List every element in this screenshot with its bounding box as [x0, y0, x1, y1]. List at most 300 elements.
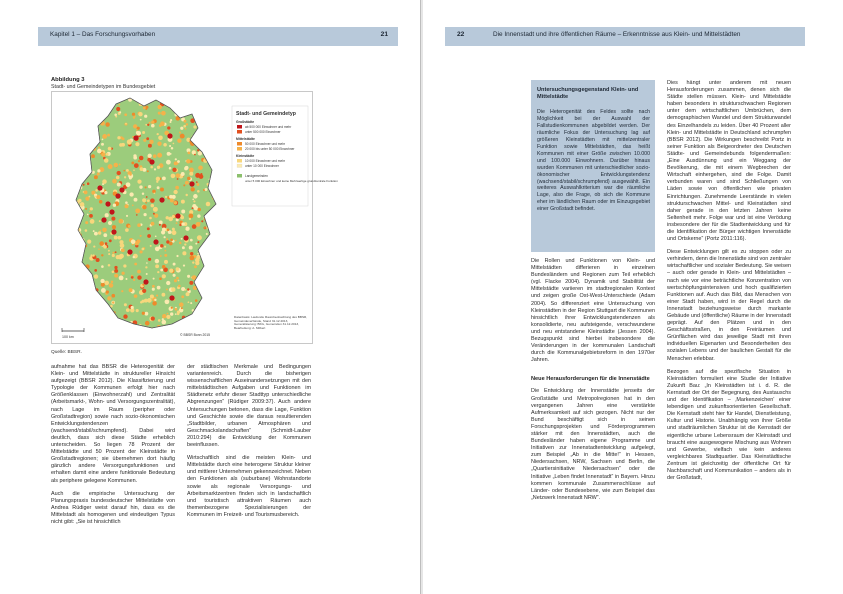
municipality-dot	[215, 113, 219, 117]
municipality-dot	[99, 241, 104, 246]
municipality-dot	[192, 224, 197, 229]
municipality-dot	[207, 309, 210, 312]
municipality-dot	[74, 229, 77, 232]
left-column-2	[187, 364, 311, 525]
municipality-dot	[199, 248, 204, 253]
municipality-dot	[205, 256, 210, 261]
municipality-dot	[176, 277, 179, 280]
municipality-dot	[72, 310, 74, 312]
municipality-dot	[216, 169, 220, 173]
municipality-dot	[92, 299, 94, 301]
municipality-dot	[147, 234, 151, 238]
municipality-dot	[86, 102, 91, 107]
municipality-dot	[142, 198, 146, 202]
municipality-dot	[208, 329, 210, 331]
municipality-dot	[143, 107, 146, 110]
municipality-dot	[175, 308, 178, 311]
city-dot	[183, 235, 188, 240]
municipality-dot	[147, 124, 149, 126]
municipality-dot	[206, 202, 211, 207]
municipality-dot	[186, 94, 191, 99]
municipality-dot	[142, 312, 145, 315]
municipality-dot	[162, 227, 166, 231]
municipality-dot	[207, 117, 211, 121]
municipality-dot	[85, 221, 88, 224]
municipality-dot	[193, 125, 196, 128]
municipality-dot	[72, 288, 77, 293]
municipality-dot	[109, 101, 113, 105]
municipality-dot	[175, 186, 179, 190]
municipality-dot	[150, 166, 153, 169]
municipality-dot	[105, 242, 108, 245]
municipality-dot	[104, 99, 106, 101]
municipality-dot	[155, 264, 159, 268]
municipality-dot	[213, 287, 215, 289]
municipality-dot	[182, 102, 184, 104]
municipality-dot	[136, 214, 138, 216]
municipality-dot	[136, 129, 138, 131]
legend-heading-grossstaedte: Großstädte	[236, 120, 255, 124]
municipality-dot	[146, 196, 148, 198]
municipality-dot	[216, 131, 219, 134]
municipality-dot	[206, 233, 208, 235]
municipality-dot	[93, 246, 95, 248]
municipality-dot	[85, 316, 89, 320]
municipality-dot	[175, 240, 177, 242]
municipality-dot	[95, 300, 100, 305]
municipality-dot	[190, 302, 192, 304]
municipality-dot	[164, 236, 166, 238]
municipality-dot	[205, 256, 208, 259]
info-box	[531, 80, 655, 252]
municipality-dot	[83, 184, 85, 186]
municipality-dot	[153, 207, 158, 212]
municipality-dot	[75, 291, 80, 296]
municipality-dot	[219, 295, 221, 297]
municipality-dot	[81, 141, 85, 145]
city-dot	[143, 279, 148, 284]
municipality-dot	[151, 222, 155, 226]
municipality-dot	[75, 135, 79, 139]
municipality-dot	[138, 100, 141, 103]
municipality-dot	[169, 269, 173, 273]
municipality-dot	[133, 169, 135, 171]
municipality-dot	[190, 252, 193, 255]
municipality-dot	[194, 323, 197, 326]
city-dot	[101, 217, 106, 222]
municipality-dot	[171, 147, 174, 150]
municipality-dot	[216, 197, 219, 200]
municipality-dot	[204, 257, 209, 262]
municipality-dot	[190, 239, 193, 242]
right-page-number: 22	[457, 31, 465, 38]
municipality-dot	[101, 323, 105, 327]
municipality-dot	[207, 108, 210, 111]
municipality-dot	[93, 230, 95, 232]
municipality-dot	[144, 115, 147, 118]
municipality-dot	[87, 182, 90, 185]
municipality-dot	[166, 288, 168, 290]
municipality-dot	[108, 264, 111, 267]
municipality-dot	[213, 126, 216, 129]
municipality-dot	[78, 273, 81, 276]
municipality-dot	[91, 122, 94, 125]
municipality-dot	[217, 135, 220, 138]
municipality-dot	[71, 218, 73, 220]
municipality-dot	[147, 199, 150, 202]
municipality-dot	[209, 139, 213, 143]
municipality-dot	[191, 187, 195, 191]
municipality-dot	[105, 320, 110, 325]
municipality-dot	[132, 204, 134, 206]
municipality-dot	[185, 181, 189, 185]
municipality-dot	[112, 179, 117, 184]
municipality-dot	[173, 95, 177, 99]
municipality-dot	[181, 295, 184, 298]
municipality-dot	[177, 160, 180, 163]
municipality-dot	[95, 189, 98, 192]
municipality-dot	[213, 106, 217, 110]
municipality-dot	[189, 172, 193, 176]
municipality-dot	[164, 98, 168, 102]
municipality-dot	[189, 218, 191, 220]
municipality-dot	[80, 244, 83, 247]
municipality-dot	[204, 252, 208, 256]
paragraph: Auch die empirische Untersuchung der Planungspraxis bundesdeutscher Mittelstädte von Andrea Rüdiger weist darauf hin, dass es die Mittelstadt als homogenen und eindeutigen Typus nicht gibt: „Sie ist hinsichtlich	[51, 490, 175, 525]
municipality-dot	[129, 288, 133, 292]
municipality-dot	[191, 327, 195, 331]
municipality-dot	[207, 327, 210, 330]
municipality-dot	[209, 99, 214, 104]
municipality-dot	[195, 243, 197, 245]
municipality-dot	[90, 254, 92, 256]
municipality-dot	[142, 300, 145, 303]
municipality-dot	[114, 269, 118, 273]
municipality-dot	[134, 163, 139, 168]
municipality-dot	[212, 174, 214, 176]
municipality-dot	[208, 94, 212, 98]
municipality-dot	[114, 114, 117, 117]
municipality-dot	[84, 148, 88, 152]
municipality-dot	[152, 288, 155, 291]
municipality-dot	[111, 294, 115, 298]
municipality-dot	[142, 205, 146, 209]
municipality-dot	[208, 105, 211, 108]
city-dot	[119, 187, 124, 192]
municipality-dot	[202, 297, 207, 302]
municipality-dot	[172, 168, 176, 172]
city-dot	[115, 193, 120, 198]
municipality-dot	[136, 143, 139, 146]
municipality-dot	[117, 182, 121, 186]
municipality-dot	[197, 208, 201, 212]
municipality-dot	[76, 251, 81, 256]
municipality-dot	[140, 119, 142, 121]
municipality-dot	[172, 230, 177, 235]
municipality-dot	[210, 325, 214, 329]
municipality-dot	[114, 274, 118, 278]
municipality-dot	[136, 131, 139, 134]
municipality-dot	[88, 135, 90, 137]
municipality-dot	[78, 240, 80, 242]
municipality-dot	[214, 108, 216, 110]
municipality-dot	[215, 104, 218, 107]
municipality-dot	[186, 318, 189, 321]
municipality-dot	[83, 276, 86, 279]
municipality-dot	[80, 202, 85, 207]
legend-item: 50 000 Einwohner und mehr	[245, 142, 286, 146]
municipality-dot	[214, 112, 216, 114]
municipality-dot	[195, 98, 200, 103]
municipality-dot	[196, 181, 198, 183]
municipality-dot	[87, 214, 89, 216]
municipality-dot	[197, 130, 202, 135]
municipality-dot	[144, 213, 147, 216]
left-page-header	[38, 27, 398, 46]
municipality-dot	[162, 274, 166, 278]
municipality-dot	[175, 173, 180, 178]
municipality-dot	[88, 196, 90, 198]
municipality-dot	[148, 154, 152, 158]
municipality-dot	[112, 225, 116, 229]
municipality-dot	[131, 275, 133, 277]
municipality-dot	[173, 190, 177, 194]
municipality-dot	[202, 304, 207, 309]
municipality-dot	[93, 323, 95, 325]
municipality-dot	[97, 173, 100, 176]
municipality-dot	[166, 315, 170, 319]
municipality-dot	[94, 269, 97, 272]
municipality-dot	[72, 313, 77, 318]
municipality-dot	[156, 181, 158, 183]
municipality-dot	[139, 185, 142, 188]
municipality-dot	[71, 312, 74, 315]
city-dot	[133, 135, 138, 140]
municipality-dot	[151, 121, 154, 124]
municipality-dot	[97, 101, 100, 104]
municipality-dot	[162, 176, 166, 180]
municipality-dot	[183, 108, 185, 110]
municipality-dot	[170, 312, 173, 315]
municipality-dot	[74, 103, 77, 106]
municipality-dot	[75, 236, 77, 238]
municipality-dot	[155, 260, 157, 262]
municipality-dot	[106, 153, 109, 156]
municipality-dot	[182, 246, 185, 249]
municipality-dot	[161, 111, 166, 116]
municipality-dot	[208, 147, 210, 149]
legend-swatch	[237, 159, 242, 163]
municipality-dot	[179, 302, 183, 306]
municipality-dot	[146, 262, 148, 264]
municipality-dot	[215, 162, 220, 167]
city-dot	[167, 133, 172, 138]
municipality-dot	[177, 313, 180, 316]
municipality-dot	[105, 122, 109, 126]
paragraph: Diese Entwicklungen gilt es zu stoppen oder zu verhindern, denn die Innenstädte sind von zentraler wirtschaftlicher und sozialer Bedeutung. Sie weisen – auch oder gerade in Klein- und Mittelstädten – nach wie vor eine beträchtliche Konzentration von wertschöpfungsintensiven und hoch qualifizierten Funktionen auf. Auch das Bild, das Menschen von einer Stadt haben, wird in der Regel durch die Innenstadt beziehungsweise durch markante Gebäude und (öffentliche) Räume in der Innenstadt geprägt. Auf den Plätzen und in den Geschäftsstraßen, in den Freiräumen und Grünflächen wird das jeweilige Stadt mit ihren individuellen Eigenarten und Besonderheiten des sozialen Lebens und der baulichen Gestalt für die Menschen erlebbar.	[667, 249, 791, 362]
municipality-dot	[83, 117, 86, 120]
municipality-dot	[102, 228, 107, 233]
municipality-dot	[158, 319, 161, 322]
municipality-dot	[190, 316, 192, 318]
municipality-dot	[152, 285, 155, 288]
municipality-dot	[202, 128, 205, 131]
legend-item: ab 500 000 Einwohner und mehr	[245, 125, 292, 129]
municipality-dot	[150, 198, 155, 203]
municipality-dot	[157, 105, 161, 109]
municipality-dot	[85, 166, 90, 171]
municipality-dot	[101, 103, 103, 105]
legend-swatch	[237, 164, 242, 168]
municipality-dot	[90, 219, 95, 224]
municipality-dot	[73, 172, 77, 176]
municipality-dot	[201, 105, 206, 110]
municipality-dot	[186, 123, 189, 126]
municipality-dot	[192, 261, 194, 263]
municipality-dot	[89, 112, 94, 117]
municipality-dot	[207, 283, 211, 287]
municipality-dot	[192, 137, 197, 142]
municipality-dot	[157, 142, 161, 146]
municipality-dot	[197, 253, 199, 255]
municipality-dot	[119, 240, 123, 244]
municipality-dot	[138, 327, 141, 330]
legend-swatch	[237, 174, 242, 178]
municipality-dot	[155, 235, 157, 237]
municipality-dot	[172, 105, 176, 109]
municipality-dot	[72, 134, 74, 136]
municipality-dot	[186, 321, 190, 325]
municipality-dot	[218, 251, 222, 255]
municipality-dot	[217, 293, 222, 298]
municipality-dot	[162, 265, 165, 268]
municipality-dot	[170, 121, 172, 123]
municipality-dot	[218, 153, 223, 158]
municipality-dot	[183, 101, 186, 104]
municipality-dot	[189, 281, 193, 285]
municipality-dot	[210, 267, 213, 270]
municipality-dot	[202, 295, 205, 298]
municipality-dot	[123, 264, 126, 267]
municipality-dot	[73, 174, 75, 176]
municipality-dot	[116, 107, 120, 111]
municipality-dot	[106, 313, 111, 318]
municipality-dot	[126, 215, 128, 217]
municipality-dot	[205, 188, 208, 191]
municipality-dot	[105, 213, 109, 217]
municipality-dot	[207, 317, 210, 320]
municipality-dot	[93, 128, 97, 132]
municipality-dot	[114, 266, 117, 269]
municipality-dot	[114, 163, 119, 168]
municipality-dot	[202, 107, 205, 110]
municipality-dot	[205, 310, 207, 312]
municipality-dot	[73, 279, 77, 283]
city-dot	[97, 185, 102, 190]
municipality-dot	[119, 219, 124, 224]
paragraph: Wirtschaftlich sind die meisten Klein- und Mittelstädte durch eine heterogene Struktur kleiner und mittlerer Unternehmen gekennzeichnet. Neben den Funktionen als (suburbane) Wohnstandorte sowie als regionale Versorgungs- und Arbeitsmarktzentren finden sich in landschaftlich und touristisch attraktiven Räumen auch themenbezogene Spezialisierungen der Kommunen im Freizeit- und Tourismusbereich.	[187, 455, 311, 518]
municipality-dot	[89, 102, 92, 105]
paragraph: Die Entwicklung der Innenstädte jenseits der Großstädte und Metropolregionen hat in den vergangenen Jahren eine verstärkte Aufmerksamkeit auf sich gezogen. Nicht nur der Bund beschäftigt sich in seinen Forschungsprojekten und Förderprogrammen stärker mit den Innenstädten, auch die Bundesländer haben eigene Programme und Initiativen zur Innenstadtentwicklung aufgelegt, zum Beispiel „Ab in die Mitte!“ in Hessen, Niedersachsen, NRW, Sachsen und Berlin, die „Quartiersinitiative Niedersachsen“ oder die Initiative „Leben findet Innenstadt“ in Bayern. Hinzu kommen kommunale Zusammenschlüsse auf Länder- oder Bundesebene, wie zum Beispiel das „Netzwerk Innenstadt NRW“.	[531, 388, 655, 501]
municipality-dot	[77, 267, 82, 272]
municipality-dot	[90, 108, 92, 110]
municipality-dot	[193, 194, 198, 199]
municipality-dot	[71, 126, 74, 129]
municipality-dot	[146, 137, 149, 140]
municipality-dot	[102, 139, 104, 141]
legend-item: Landgemeinden	[245, 174, 268, 178]
municipality-dot	[154, 299, 156, 301]
municipality-dot	[162, 293, 166, 297]
municipality-dot	[83, 166, 87, 170]
city-dot	[169, 295, 174, 300]
municipality-dot	[115, 251, 117, 253]
municipality-dot	[92, 254, 94, 256]
municipality-dot	[142, 131, 145, 134]
municipality-dot	[197, 278, 200, 281]
municipality-dot	[104, 158, 109, 163]
municipality-dot	[170, 199, 174, 203]
municipality-dot	[122, 137, 125, 140]
municipality-dot	[92, 309, 95, 312]
legend-swatch	[237, 142, 242, 146]
municipality-dot	[134, 198, 138, 202]
municipality-dot	[133, 256, 135, 258]
municipality-dot	[118, 104, 120, 106]
municipality-dot	[131, 306, 134, 309]
municipality-dot	[125, 204, 129, 208]
municipality-dot	[201, 287, 203, 289]
municipality-dot	[198, 315, 201, 318]
municipality-dot	[83, 293, 86, 296]
municipality-dot	[164, 260, 168, 264]
municipality-dot	[145, 186, 147, 188]
left-page-number: 21	[380, 31, 388, 38]
municipality-dot	[140, 327, 143, 330]
municipality-dot	[193, 200, 195, 202]
scale-label: 100 km	[62, 335, 74, 339]
municipality-dot	[200, 128, 204, 132]
municipality-dot	[138, 112, 142, 116]
municipality-dot	[219, 276, 223, 280]
municipality-dot	[215, 185, 219, 189]
municipality-dot	[103, 321, 105, 323]
municipality-dot	[137, 239, 141, 243]
municipality-dot	[140, 250, 143, 253]
municipality-dot	[169, 167, 172, 170]
municipality-dot	[145, 321, 150, 326]
municipality-dot	[197, 214, 200, 217]
municipality-dot	[76, 162, 79, 165]
municipality-dot	[205, 252, 209, 256]
germany-map-svg	[52, 92, 338, 343]
municipality-dot	[85, 122, 88, 125]
municipality-dot	[112, 254, 115, 257]
municipality-dot	[182, 251, 186, 255]
municipality-dot	[217, 116, 219, 118]
municipality-dot	[170, 104, 172, 106]
municipality-dot	[181, 200, 185, 204]
municipality-dot	[211, 299, 216, 304]
legend-item-line: unter 5 000 Einwohner und keine Mehrwertige grundzentrale Funktion	[245, 179, 338, 183]
municipality-dot	[124, 176, 126, 178]
municipality-dot	[156, 177, 160, 181]
municipality-dot	[213, 181, 215, 183]
municipality-dot	[178, 280, 180, 282]
municipality-dot	[157, 186, 160, 189]
municipality-dot	[175, 158, 177, 160]
municipality-dot	[159, 277, 162, 280]
